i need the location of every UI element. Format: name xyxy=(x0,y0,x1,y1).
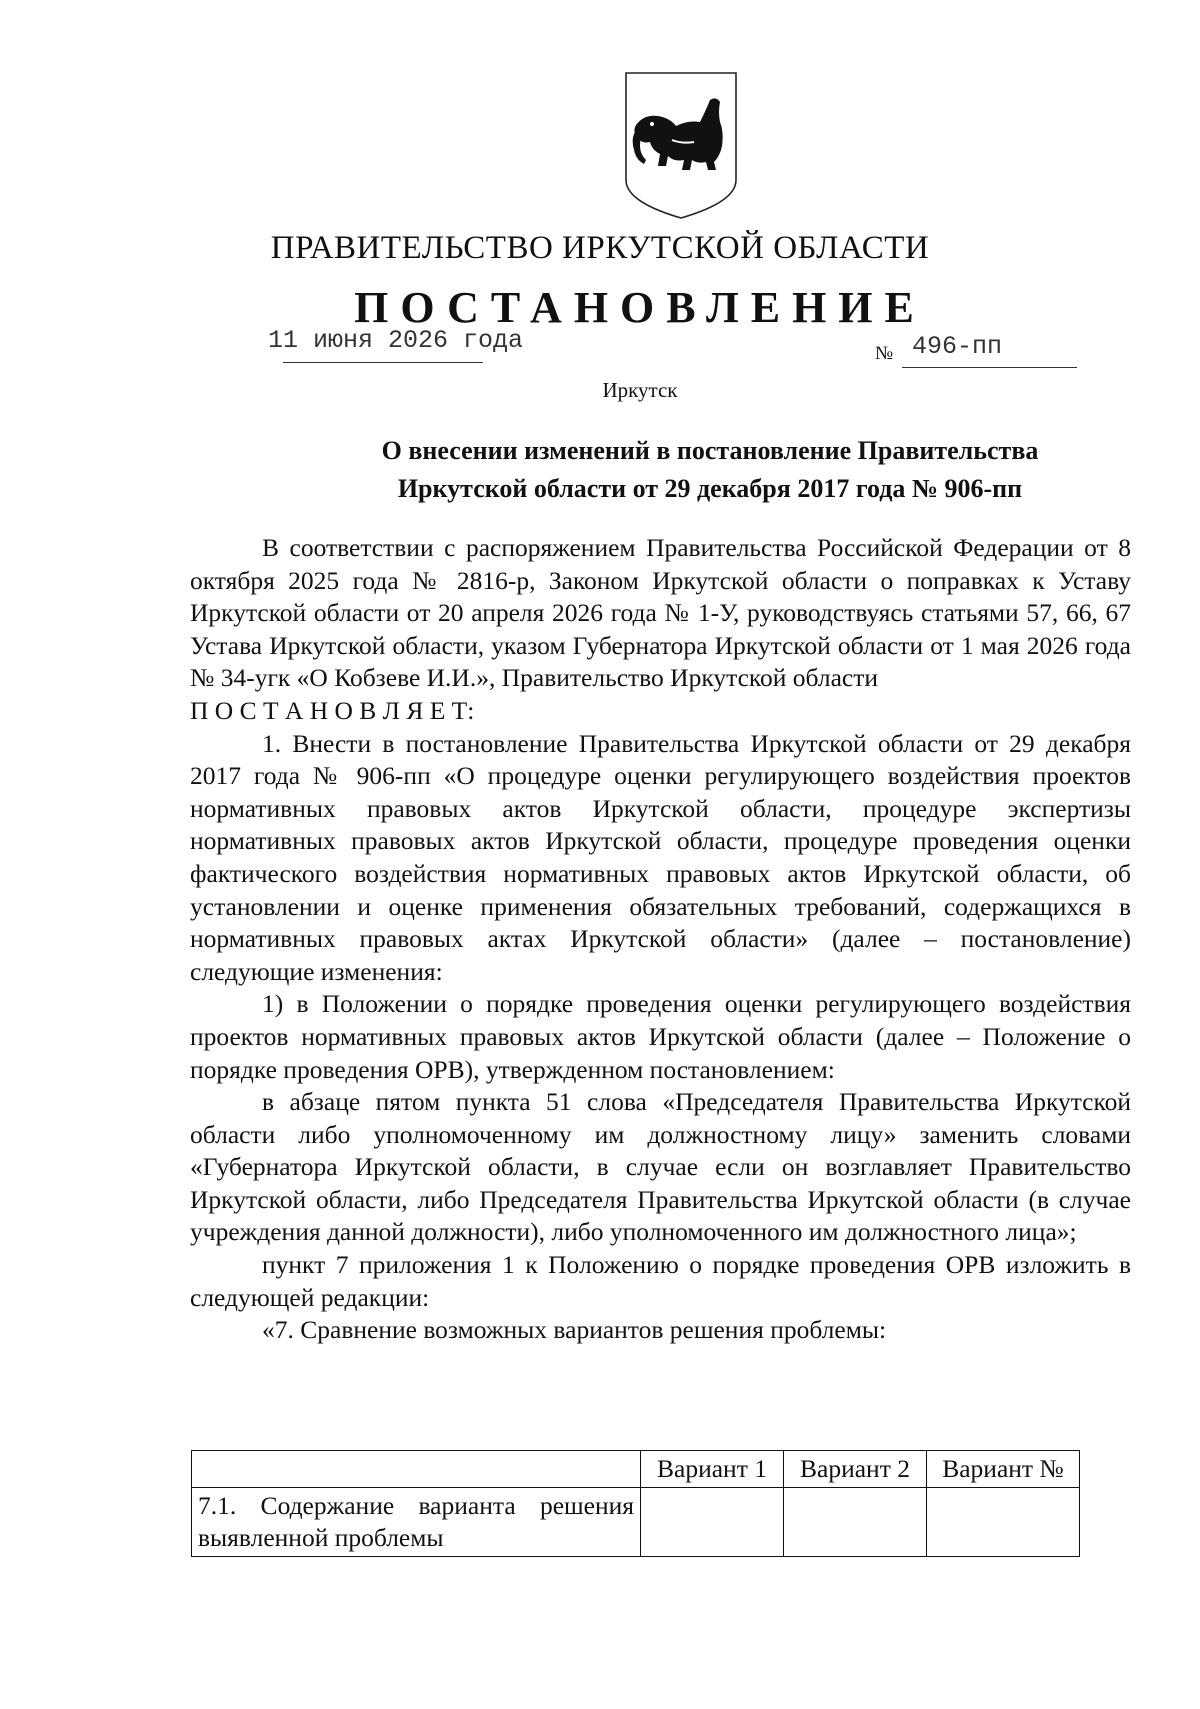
item-1-1-paragraph: 1) в Положении о порядке проведения оценки регулирующего воздействия проектов нормативных правовых актов Иркутской области (далее – Положение о порядке проведения ОРВ), утвержденном постановлением: xyxy=(190,989,1131,1084)
document-date: 11 июня 2026 года xyxy=(268,326,524,355)
variants-comparison-table xyxy=(191,1450,1080,1557)
document-body xyxy=(190,532,1131,1347)
table-cell xyxy=(927,1488,1080,1557)
table-header-cell xyxy=(192,1451,641,1488)
paragraph-51-amendment: в абзаце пятом пункта 51 слова «Председателя Правительства Иркутской области либо уполномоченному им должностному лицу» заменить словами «Губернатора Иркутской области, в случае если он возглавляет Правительство Иркутской области, либо Председателя Правительства Иркутской области (в случае учреждения данной должности), либо уполномоченного им должностного лица»; xyxy=(190,1087,1131,1247)
document-kind: ПОСТАНОВЛЕНИЕ xyxy=(354,283,926,332)
subject-line: О внесении изменений в постановление Правительства xyxy=(381,436,1039,465)
table-header-cell: Вариант № xyxy=(927,1451,1080,1488)
number-underline xyxy=(902,367,1077,368)
subject-line: Иркутской области от 29 декабря 2017 года № 906-пп xyxy=(397,474,1023,503)
table-cell xyxy=(641,1488,784,1557)
preamble-paragraph: В соответствии с распоряжением Правительства Российской Федерации от 8 октября 2025 года № 2816-р, Законом Иркутской области о поправках к Уставу Иркутской области от 20 апреля 2026 года № 1-У, руководствуясь статьями 57, 66, 67 Устава Иркутской области, указом Губернатора Иркутской области от 1 мая 2026 года № 34-угк «О Кобзеве И.И.», Правительство Иркутской области xyxy=(190,533,1131,693)
number-sign: № xyxy=(875,343,894,364)
table-header-cell: Вариант 2 xyxy=(784,1451,927,1488)
resolves-heading: П О С Т А Н О В Л Я Е Т: xyxy=(190,695,475,725)
table-cell: 7.1. Содержание варианта решения выявленной проблемы xyxy=(192,1488,641,1557)
table-cell xyxy=(784,1488,927,1557)
item-1-paragraph: 1. Внести в постановление Правительства Иркутской области от 29 декабря 2017 года № 906-пп «О процедуре оценки регулирующего воздействия проектов нормативных правовых актов Иркутской области, процедуре экспертизы нормативных правовых актов Иркутской области, процедуре проведения оценки фактического воздействия нормативных правовых актов Иркутской области, об установлении и оценке применения обязательных требований, содержащихся в нормативных правовых актах Иркутской области» (далее – постановление) следующие изменения: xyxy=(190,728,1131,986)
table-header-row xyxy=(192,1451,1080,1488)
table-row xyxy=(192,1488,1080,1557)
document-number: 496-пп xyxy=(912,332,1003,361)
document-subject xyxy=(190,432,1150,508)
table-header-cell: Вариант 1 xyxy=(641,1451,784,1488)
organization-name: ПРАВИТЕЛЬСТВО ИРКУТСКОЙ ОБЛАСТИ xyxy=(270,230,930,266)
date-underline xyxy=(283,362,483,363)
quoted-section-start: «7. Сравнение возможных вариантов решения проблемы: xyxy=(262,1315,887,1345)
coat-of-arms-emblem xyxy=(622,70,740,220)
city: Иркутск xyxy=(602,378,678,402)
paragraph-7-amendment: пункт 7 приложения 1 к Положению о порядке проведения ОРВ изложить в следующей редакции: xyxy=(190,1250,1131,1312)
